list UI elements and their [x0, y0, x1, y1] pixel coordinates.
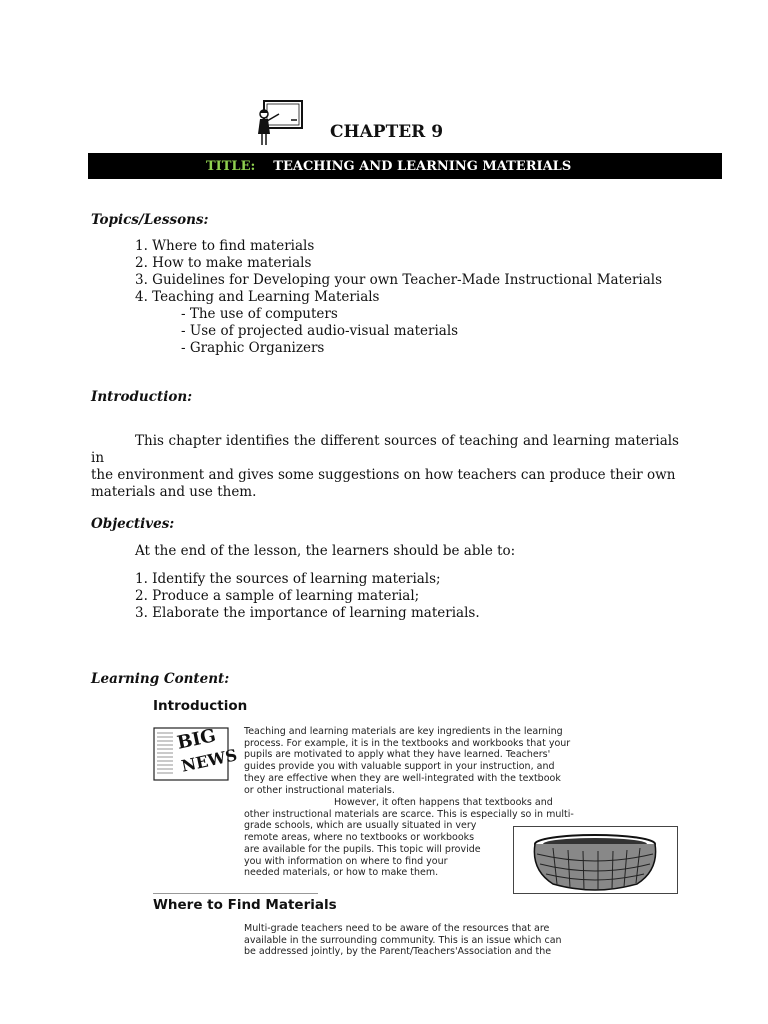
- introduction-paragraph: [91, 433, 679, 501]
- badge-word: BIG: [175, 725, 218, 754]
- title-text: TEACHING AND LEARNING MATERIALS: [273, 158, 572, 174]
- scan-introduction-heading: Introduction: [153, 698, 248, 714]
- scan-line: Multi-grade teachers need to be aware of the resources that are: [244, 923, 550, 934]
- objectives-heading: Objectives:: [91, 516, 175, 532]
- scan-intro-paragraph: [244, 726, 590, 796]
- topic-subitem: - Use of projected audio-visual materials: [181, 323, 459, 339]
- topic-item: 2. How to make materials: [135, 255, 312, 271]
- woven-basket-image: [513, 826, 678, 894]
- scan-line: remote areas, where no textbooks or workbooks: [244, 832, 475, 844]
- introduction-heading: Introduction:: [91, 389, 193, 405]
- introduction-line: the environment and gives some suggestions on how teachers can produce their own: [91, 467, 676, 483]
- scan-line: they are effective when they are well-integrated with the textbook: [244, 772, 561, 784]
- topic-item: 3. Guidelines for Developing your own Teacher-Made Instructional Materials: [135, 272, 663, 288]
- scan-line: Teaching and learning materials are key ingredients in the learning: [244, 726, 563, 737]
- scan-line: other instructional materials are scarce. This is especially so in multi-: [244, 808, 574, 820]
- scan-line: or other instructional materials.: [244, 784, 395, 796]
- scan-line: process. For example, it is in the textbooks and workbooks that your: [244, 737, 571, 749]
- badge-word: NEWS: [179, 745, 239, 776]
- scan-where-paragraph: [244, 923, 590, 958]
- section-divider: [153, 893, 318, 894]
- scan-line: However, it often happens that textbooks and: [334, 797, 553, 808]
- scan-line: pupils are motivated to apply what they have learned. Teachers': [244, 749, 551, 761]
- newspaper-icon: [153, 725, 239, 781]
- objective-item: 3. Elaborate the importance of learning materials.: [135, 605, 480, 621]
- topics-sublist: [181, 306, 458, 357]
- objective-item: 1. Identify the sources of learning materials;: [135, 571, 441, 587]
- title-label: TITLE:: [206, 158, 256, 174]
- introduction-line: materials and use them.: [91, 484, 257, 500]
- topic-subitem: - The use of computers: [181, 306, 338, 322]
- teacher-at-board-icon: [255, 98, 305, 148]
- scan-where-heading: Where to Find Materials: [153, 897, 337, 913]
- scan-line: be addressed jointly, by the Parent/Teachers'Association and the: [244, 946, 552, 958]
- scan-line: available in the surrounding community. This is an issue which can: [244, 934, 562, 946]
- topics-list: [135, 238, 662, 306]
- objectives-lead: At the end of the lesson, the learners should be able to:: [135, 543, 516, 559]
- topic-item: 4. Teaching and Learning Materials: [135, 289, 380, 305]
- scan-line: you with information on where to find your: [244, 855, 448, 867]
- topic-subitem: - Graphic Organizers: [181, 340, 325, 356]
- scan-line: guides provide you with valuable support in your instruction, and: [244, 761, 555, 773]
- title-bar: [88, 153, 722, 179]
- learning-content-heading: Learning Content:: [91, 671, 230, 687]
- objective-item: 2. Produce a sample of learning material;: [135, 588, 420, 604]
- introduction-line: This chapter identifies the different sources of teaching and learning materials in: [91, 433, 679, 466]
- topics-heading: Topics/Lessons:: [91, 212, 209, 228]
- objectives-list: [135, 571, 480, 622]
- scan-line: are available for the pupils. This topic will provide: [244, 843, 481, 855]
- topic-item: 1. Where to find materials: [135, 238, 315, 254]
- scan-line: needed materials, or how to make them.: [244, 867, 439, 879]
- scan-line: grade schools, which are usually situated in very: [244, 820, 477, 832]
- chapter-heading: CHAPTER 9: [330, 122, 444, 142]
